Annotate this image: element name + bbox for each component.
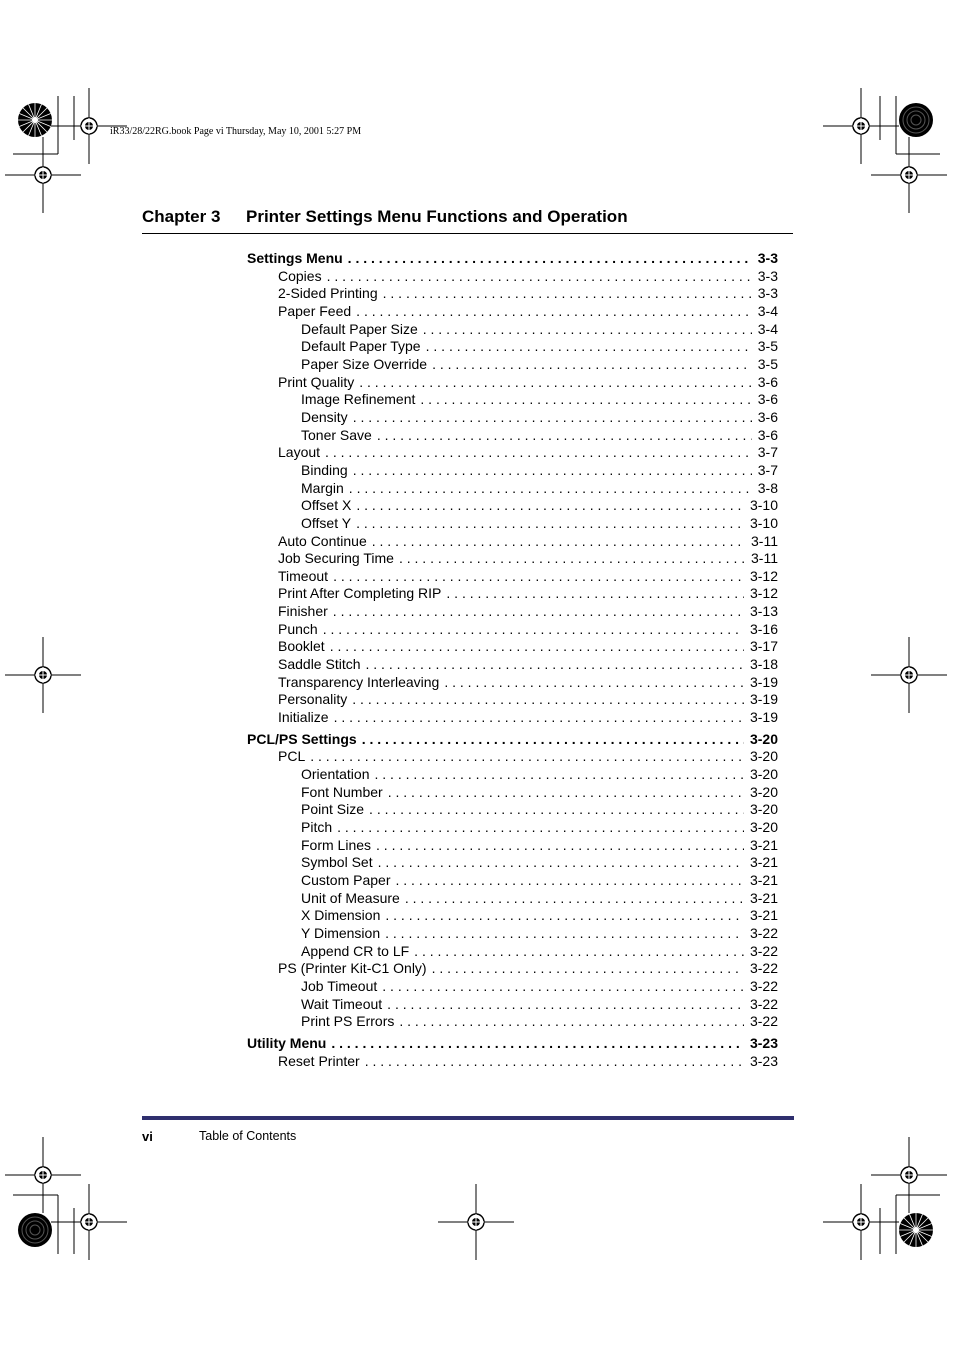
toc-entry-page: 3-21	[749, 836, 778, 853]
dot-leader	[395, 872, 743, 890]
toc-entry[interactable]	[247, 462, 778, 480]
dot-leader	[446, 585, 744, 603]
table-of-contents	[247, 250, 778, 1070]
toc-entry-page: 3-12	[749, 567, 778, 584]
toc-entry-page: 3-3	[757, 250, 778, 266]
toc-entry-title: 2-Sided Printing	[278, 285, 378, 302]
toc-entry-title: Orientation	[301, 766, 370, 783]
toc-entry-title: Y Dimension	[301, 924, 381, 941]
toc-entry-page: 3-22	[749, 960, 778, 977]
toc-entry-page: 3-11	[751, 532, 778, 549]
toc-entry[interactable]	[247, 748, 778, 766]
toc-entry[interactable]	[247, 621, 778, 639]
dot-leader	[387, 996, 744, 1014]
toc-entry-title: Offset Y	[301, 514, 352, 531]
toc-entry-title: Toner Save	[301, 426, 372, 443]
toc-entry[interactable]	[247, 391, 778, 409]
toc-entry-title: Timeout	[278, 567, 329, 584]
toc-entry-title: Form Lines	[301, 836, 372, 853]
toc-entry[interactable]	[247, 943, 778, 961]
toc-entry-title: Image Refinement	[301, 391, 416, 408]
toc-entry[interactable]	[247, 285, 778, 303]
toc-entry[interactable]	[247, 338, 778, 356]
toc-entry-title: Utility Menu	[247, 1034, 327, 1051]
dot-leader	[377, 427, 752, 445]
toc-entry[interactable]	[247, 497, 778, 515]
toc-entry-title: Job Timeout	[301, 977, 378, 994]
toc-entry-title: Transparency Interleaving	[278, 673, 440, 690]
dot-leader	[323, 621, 744, 639]
toc-entry-title: Print Quality	[278, 373, 355, 390]
toc-entry-title: Binding	[301, 461, 348, 478]
toc-entry-page: 3-20	[749, 766, 778, 783]
dot-leader	[366, 656, 744, 674]
toc-entry-title: Point Size	[301, 801, 365, 818]
toc-entry-title: Margin	[301, 479, 344, 496]
dot-leader	[382, 978, 744, 996]
toc-entry-title: Copies	[278, 267, 322, 284]
toc-entry-title: Wait Timeout	[301, 995, 383, 1012]
dot-leader	[349, 480, 752, 498]
toc-entry[interactable]	[247, 568, 778, 586]
toc-section[interactable]	[247, 1035, 778, 1053]
dot-leader	[331, 1035, 744, 1053]
dot-leader	[333, 603, 744, 621]
dot-leader	[356, 497, 744, 515]
toc-entry-page: 3-21	[749, 889, 778, 906]
chapter-title: Printer Settings Menu Functions and Operation	[246, 207, 628, 226]
toc-entry-page: 3-21	[749, 854, 778, 871]
dot-leader	[359, 374, 752, 392]
toc-entry[interactable]	[247, 784, 778, 802]
dot-leader	[348, 250, 752, 268]
dot-leader	[414, 943, 744, 961]
toc-entry-title: Layout	[278, 444, 321, 461]
toc-entry[interactable]	[247, 907, 778, 925]
dot-leader	[378, 854, 744, 872]
toc-entry-title: Paper Size Override	[301, 355, 428, 372]
toc-entry-page: 3-19	[749, 709, 778, 726]
toc-entry-title: Finisher	[278, 603, 328, 620]
toc-entry-title: Symbol Set	[301, 854, 373, 871]
dot-leader	[365, 1053, 744, 1071]
toc-entry[interactable]	[247, 925, 778, 943]
print-header: iR33/28/22RG.book Page vi Thursday, May 10, 2001 5:27 PM	[110, 126, 362, 137]
toc-entry-title: PS (Printer Kit-C1 Only)	[278, 960, 427, 977]
toc-entry-page: 3-18	[749, 656, 778, 673]
toc-entry[interactable]	[247, 890, 778, 908]
toc-entry-title: Reset Printer	[278, 1052, 360, 1069]
dot-leader	[420, 391, 751, 409]
toc-entry-title: Append CR to LF	[301, 942, 410, 959]
toc-entry-page: 3-17	[749, 638, 778, 655]
toc-entry-title: Paper Feed	[278, 302, 352, 319]
toc-entry-page: 3-5	[757, 338, 778, 355]
toc-entry-title: Font Number	[301, 783, 383, 800]
toc-entry[interactable]	[247, 356, 778, 374]
toc-section[interactable]	[247, 731, 778, 749]
dot-leader	[432, 356, 752, 374]
toc-entry-page: 3-10	[749, 514, 778, 531]
toc-entry-page: 3-20	[749, 730, 778, 747]
toc-entry-page: 3-21	[749, 871, 778, 888]
toc-entry-page: 3-6	[757, 391, 778, 408]
toc-entry-title: Pitch	[301, 819, 333, 835]
chapter-number: Chapter 3	[142, 207, 221, 226]
toc-entry-page: 3-22	[749, 942, 778, 959]
dot-leader	[356, 303, 752, 321]
toc-entry[interactable]	[247, 960, 778, 978]
toc-entry[interactable]	[247, 656, 778, 674]
toc-entry-page: 3-20	[749, 783, 778, 800]
toc-entry[interactable]	[247, 638, 778, 656]
dot-leader	[325, 444, 752, 462]
toc-entry-page: 3-22	[749, 924, 778, 941]
dot-leader	[369, 801, 744, 819]
toc-entry-page: 3-6	[757, 426, 778, 443]
toc-entry[interactable]	[247, 872, 778, 890]
dot-leader	[372, 533, 745, 551]
dot-leader	[353, 409, 752, 427]
dot-leader	[405, 890, 744, 908]
toc-entry-page: 3-4	[757, 302, 778, 319]
dot-leader	[327, 268, 752, 286]
dot-leader	[444, 674, 744, 692]
toc-entry-page: 3-7	[757, 444, 778, 461]
footer-rule	[142, 1116, 794, 1120]
toc-entry-page: 3-10	[749, 497, 778, 514]
toc-entry-title: Job Securing Time	[278, 550, 394, 567]
dot-leader	[352, 691, 744, 709]
toc-entry-title: PCL/PS Settings	[247, 730, 357, 747]
toc-entry-title: Default Paper Type	[301, 338, 421, 355]
dot-leader	[376, 837, 744, 855]
toc-entry[interactable]	[247, 766, 778, 784]
toc-entry-title: Unit of Measure	[301, 889, 400, 906]
toc-entry-page: 3-23	[749, 1034, 778, 1051]
footer-page-number: vi	[142, 1129, 153, 1144]
toc-entry-page: 3-20	[749, 801, 778, 818]
toc-entry-title: Density	[301, 408, 348, 425]
dot-leader	[310, 748, 744, 766]
toc-entry[interactable]	[247, 303, 778, 321]
toc-entry[interactable]	[247, 585, 778, 603]
toc-entry-page: 3-21	[749, 907, 778, 924]
toc-entry[interactable]	[247, 515, 778, 533]
toc-entry-page: 3-4	[757, 320, 778, 337]
toc-section[interactable]	[247, 250, 778, 268]
toc-entry[interactable]	[247, 409, 778, 427]
toc-entry-title: Settings Menu	[247, 250, 343, 266]
dot-leader	[385, 925, 744, 943]
dot-leader	[362, 731, 744, 749]
toc-entry-page: 3-3	[757, 285, 778, 302]
toc-entry-title: Auto Continue	[278, 532, 367, 549]
dot-leader	[337, 819, 744, 837]
toc-entry[interactable]	[247, 427, 778, 445]
toc-entry-page: 3-6	[757, 373, 778, 390]
toc-entry-title: PCL	[278, 748, 306, 765]
toc-entry-page: 3-7	[757, 461, 778, 478]
toc-entry[interactable]	[247, 374, 778, 392]
dot-leader	[374, 766, 743, 784]
toc-entry[interactable]	[247, 819, 778, 837]
toc-entry[interactable]	[247, 444, 778, 462]
dot-leader	[356, 515, 744, 533]
toc-entry-page: 3-20	[749, 819, 778, 835]
dot-leader	[399, 1013, 744, 1031]
toc-entry-title: Print PS Errors	[301, 1013, 395, 1030]
footer-label: Table of Contents	[199, 1129, 297, 1143]
toc-entry-page: 3-20	[749, 748, 778, 765]
toc-entry[interactable]	[247, 854, 778, 872]
dot-leader	[423, 321, 752, 339]
toc-entry-title: Offset X	[301, 497, 352, 514]
dot-leader	[426, 338, 752, 356]
dot-leader	[383, 285, 752, 303]
toc-entry-page: 3-22	[749, 977, 778, 994]
toc-entry[interactable]	[247, 978, 778, 996]
toc-entry-title: Custom Paper	[301, 871, 391, 888]
dot-leader	[388, 784, 744, 802]
toc-entry[interactable]	[247, 321, 778, 339]
toc-entry-title: Saddle Stitch	[278, 656, 361, 673]
toc-entry-title: Booklet	[278, 638, 325, 655]
toc-entry[interactable]	[247, 674, 778, 692]
toc-entry[interactable]	[247, 1053, 778, 1071]
dot-leader	[385, 907, 744, 925]
toc-entry[interactable]	[247, 709, 778, 727]
dot-leader	[330, 638, 744, 656]
toc-entry[interactable]	[247, 691, 778, 709]
toc-entry-page: 3-23	[749, 1052, 778, 1069]
toc-entry-title: Punch	[278, 620, 318, 637]
toc-entry-page: 3-19	[749, 691, 778, 708]
toc-entry-title: Personality	[278, 691, 348, 708]
toc-entry-page: 3-22	[749, 1013, 778, 1030]
toc-entry-page: 3-8	[757, 479, 778, 496]
toc-entry-page: 3-13	[749, 603, 778, 620]
toc-entry-page: 3-5	[757, 355, 778, 372]
toc-entry-title: X Dimension	[301, 907, 381, 924]
dot-leader	[399, 550, 745, 568]
chapter-heading	[142, 207, 793, 234]
toc-entry[interactable]	[247, 801, 778, 819]
toc-entry[interactable]	[247, 550, 778, 568]
toc-entry[interactable]	[247, 268, 778, 286]
toc-entry[interactable]	[247, 837, 778, 855]
toc-entry-page: 3-22	[749, 995, 778, 1012]
toc-entry-title: Initialize	[278, 709, 329, 726]
toc-entry-page: 3-6	[757, 408, 778, 425]
toc-entry-title: Print After Completing RIP	[278, 585, 442, 602]
toc-entry-page: 3-11	[751, 550, 778, 567]
toc-entry-page: 3-16	[749, 620, 778, 637]
toc-entry-page: 3-3	[757, 267, 778, 284]
dot-leader	[432, 960, 744, 978]
toc-entry[interactable]	[247, 996, 778, 1014]
dot-leader	[333, 568, 744, 586]
dot-leader	[334, 709, 744, 727]
toc-entry[interactable]	[247, 533, 778, 551]
toc-entry-title: Default Paper Size	[301, 320, 418, 337]
toc-entry[interactable]	[247, 603, 778, 621]
toc-entry[interactable]	[247, 480, 778, 498]
toc-entry-page: 3-19	[749, 673, 778, 690]
toc-entry[interactable]	[247, 1013, 778, 1031]
toc-entry-page: 3-12	[749, 585, 778, 602]
dot-leader	[353, 462, 752, 480]
